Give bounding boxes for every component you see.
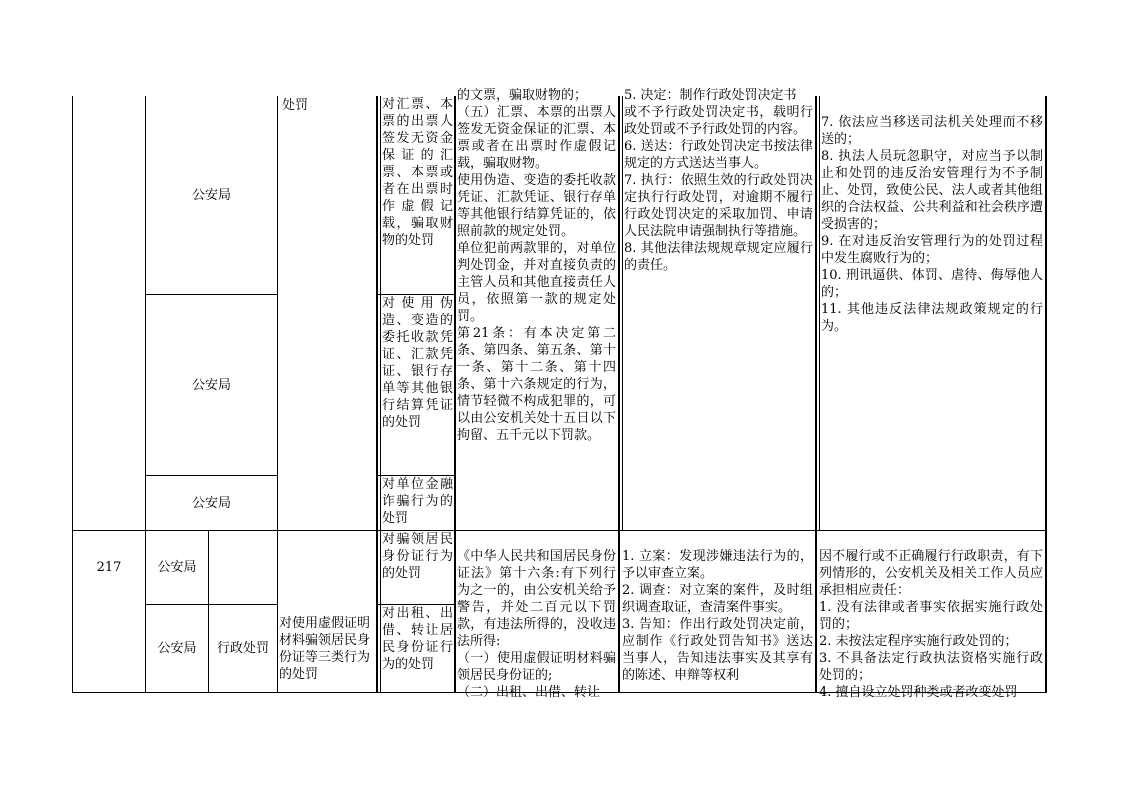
department-cell [146, 295, 277, 475]
department-label: 公安局 [157, 560, 197, 575]
table-border-right [1045, 96, 1047, 693]
liability-cell: 7. 依法应当移送司法机关处理而不移送的； 8. 执法人员玩忽职守，对应当予以制止和处罚的违反治安管理行为不予制止、处罚，致使公民、法人或者其他组织的合法权益、公共利益和社会秩序遭受损害的； 9. 在对违反治安管理行为的处罚过程中发生腐败行为的； 10. 刑讯逼供、体罚、虐待、侮辱他人的； 11. 其他违反法律法规政策规定的行为。 [821, 115, 1043, 334]
process-cell [624, 88, 813, 530]
process-cell: 1. 立案：发现涉嫌违法行为的，予以审查立案。 2. 调查：对立案的案件，及时组织调查取证，查清案件事实。 3. 告知：作出行政处罚决定前，应制作《行政处罚告知书》送达当事人，告知违法事实及其享有的陈述、申辩等权利 [622, 549, 813, 683]
item-number: 217 [96, 560, 122, 575]
item-name-cell: 处罚 [282, 98, 309, 113]
legal-basis-partial-line: 的文票，骗取财物的； [457, 88, 588, 103]
item-name-cell: 对使用虚假证明材料骗领居民身份证等三类行为的处罚 [279, 615, 371, 682]
column-divider [815, 96, 817, 693]
department-label: 公安局 [191, 187, 231, 203]
sub-item-cell: 对汇票、本票的出票人签发无资金保证的汇票、本票或者在出票时作虚假记载，骗取财物的处罚 [382, 97, 453, 248]
legal-basis-cell: 《中华人民共和国居民身份证法》第十六条:有下列行为之一的，由公安机关给予警告，并处二百元以下罚款，有违法所得的，没收违法所得: （一）使用虚假证明材料骗领居民身份证的; （二）出租、出借、转让 [457, 549, 616, 700]
column-divider [819, 96, 820, 530]
process-partial-line: 5. 决定：制作行政处罚决定书 [624, 88, 797, 103]
sub-item-cell: 对出租、出借、转让居民身份证行为的处罚 [382, 606, 453, 672]
department-cell [146, 96, 277, 294]
department-cell [146, 476, 277, 530]
sub-item-cell: 对单位金融诈骗行为的处罚 [382, 477, 453, 526]
department-label: 公安局 [191, 377, 231, 393]
liability-cell: 因不履行或不正确履行行政职责，有下列情形的，公安机关及相关工作人员应承担相应责任： 1. 没有法律或者事实依据实施行政处罚的； 2. 未按法定程序实施行政处罚的； 3. 不具备法定行政执法资格实施行政处罚的； 4. 擅自设立处罚种类或者改变处罚 [819, 549, 1043, 700]
sub-item-cell: 对骗领居民身份证行为的处罚 [382, 532, 453, 581]
department-cell [146, 531, 208, 604]
legal-basis-cell [457, 88, 616, 530]
column-divider [622, 96, 623, 530]
department-cell [146, 605, 208, 692]
legal-basis-text: （五）汇票、本票的出票人签发无资金保证的汇票、本票或者在出票时作虚假记载，骗取财物。 使用伪造、变造的委托收款凭证、汇款凭证、银行存单等其他银行结算凭证的，依照前款的规定处罚。 单位犯前两款罪的，对单位判处罚金，并对直接负责的主管人员和其他直接责任人员，依照第一款的规定处罚。 第21条：有本决定第二条、第四条、第五条、第十一条、第十二条、第十四条、第十六条规定的行为，情节轻微不构成犯罪的，可以由公安机关处十五日以下拘留、五千元以下罚款。 [457, 105, 616, 443]
sub-item-cell: 对使用伪造、变造的委托收款凭证、汇款凭证、银行存单等其他银行结算凭证的处罚 [382, 296, 453, 430]
process-text: 或不予行政处罚决定书，载明行政处罚或不予行政处罚的内容。 6. 送达：行政处罚决定书按法律规定的方式送达当事人。 7. 执行：依照生效的行政处罚决定执行行政处罚，对逾期不履行行政处罚决定的采取加罚、申请人民法院申请强制执行等措施。 8. 其他法律法规规章规定应履行的责任。 [624, 105, 813, 273]
department-label: 公安局 [191, 495, 231, 511]
category-cell: 行政处罚 [216, 641, 269, 656]
column-divider [618, 96, 620, 693]
department-label: 公安局 [157, 641, 197, 656]
